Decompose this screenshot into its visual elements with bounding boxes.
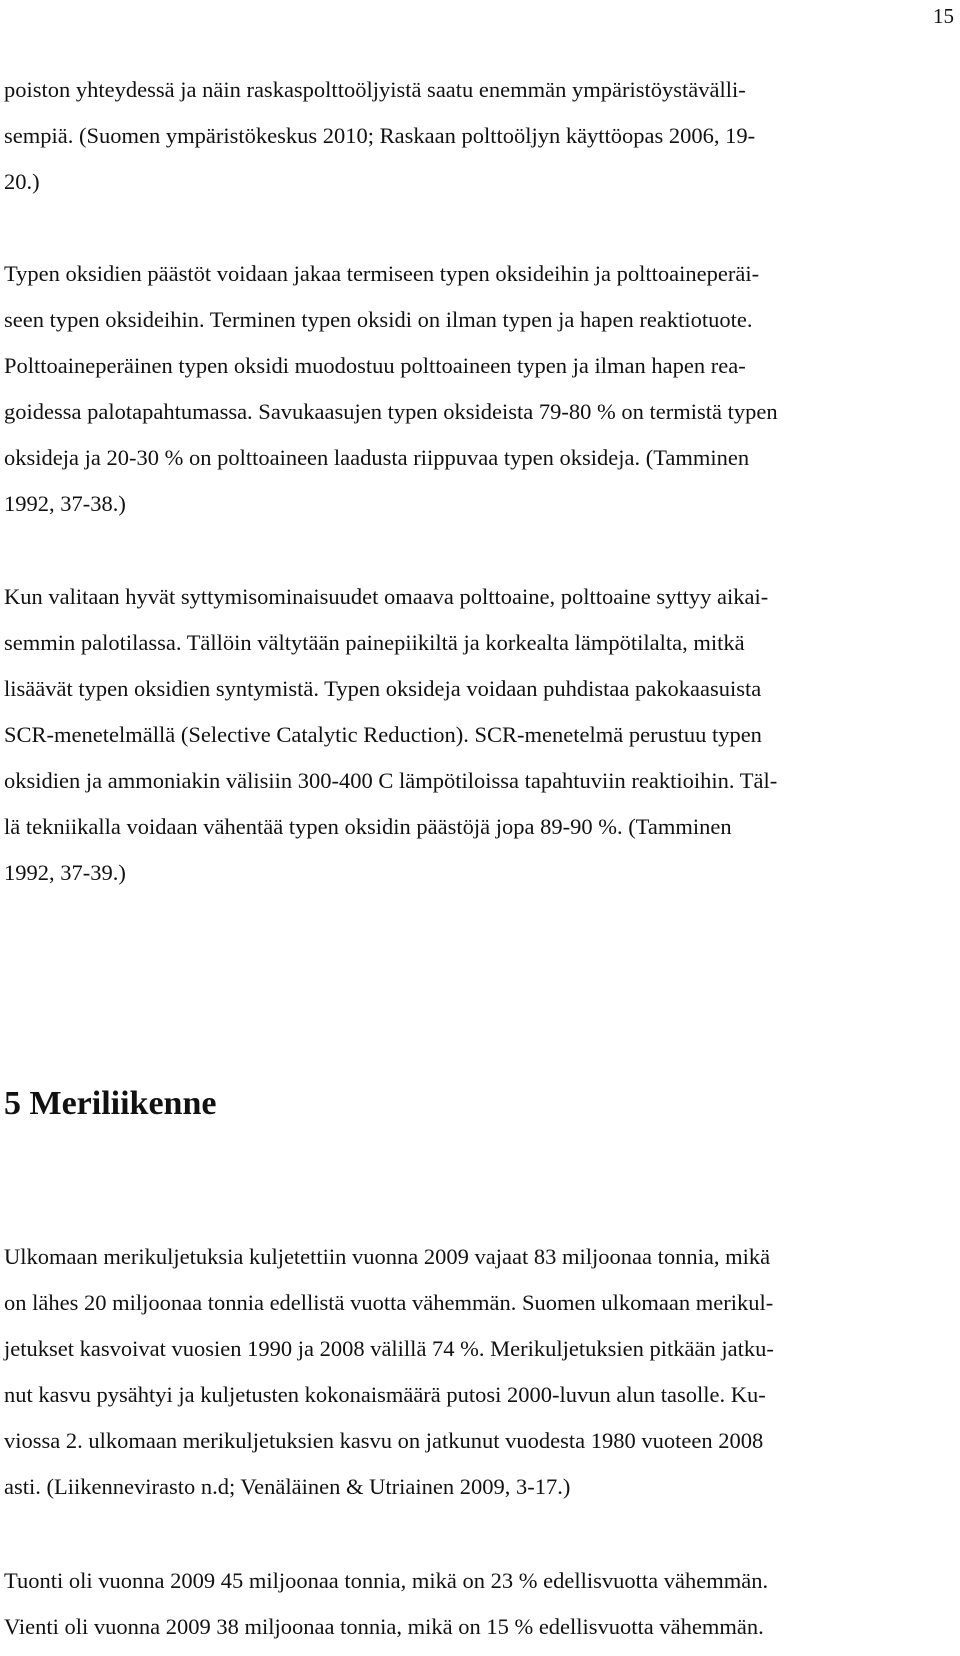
text-line: SCR-menetelmällä (Selective Catalytic Reduction). SCR-menetelmä perustuu typen — [4, 722, 762, 747]
text-line: lisäävät typen oksidien syntymistä. Typen oksideja voidaan puhdistaa pakokaasuista — [4, 676, 762, 701]
text-line: 1992, 37-39.) — [4, 860, 126, 885]
text-line: viossa 2. ulkomaan merikuljetuksien kasvu on jatkunut vuodesta 1980 vuoteen 2008 — [4, 1428, 764, 1453]
text-line: lä tekniikalla voidaan vähentää typen oksidin päästöjä jopa 89-90 %. (Tamminen — [4, 814, 732, 839]
section-heading: 5 Meriliikenne — [4, 1085, 217, 1122]
text-line: on lähes 20 miljoonaa tonnia edellistä vuotta vähemmän. Suomen ulkomaan merikul- — [4, 1290, 774, 1315]
text-line: sempiä. (Suomen ympäristökeskus 2010; Raskaan polttoöljyn käyttöopas 2006, 19- — [4, 123, 756, 148]
text-line: nut kasvu pysähtyi ja kuljetusten kokonaismäärä putosi 2000-luvun alun tasolle. Ku- — [4, 1382, 766, 1407]
text-line: semmin palotilassa. Tällöin vältytään painepiikiltä ja korkealta lämpötilalta, mitkä — [4, 630, 745, 655]
text-line: asti. (Liikennevirasto n.d; Venäläinen & Utriainen 2009, 3-17.) — [4, 1474, 571, 1499]
text-line: oksideja ja 20-30 % on polttoaineen laadusta riippuvaa typen oksideja. (Tamminen — [4, 445, 750, 470]
text-line: oksidien ja ammoniakin välisiin 300-400 C lämpötiloissa tapahtuviin reaktioihin. Täl- — [4, 768, 778, 793]
text-line: Vienti oli vuonna 2009 38 miljoonaa tonnia, mikä on 15 % edellisvuotta vähemmän. — [4, 1614, 764, 1639]
text-line: 20.) — [4, 169, 40, 194]
text-line: Tuonti oli vuonna 2009 45 miljoonaa tonnia, mikä on 23 % edellisvuotta vähemmän. — [4, 1568, 769, 1593]
page-number: 15 — [933, 4, 954, 28]
text-line: Typen oksidien päästöt voidaan jakaa termiseen typen oksideihin ja polttoaineperäi- — [4, 261, 760, 286]
text-line: Kun valitaan hyvät syttymisominaisuudet omaava polttoaine, polttoaine syttyy aikai- — [4, 584, 769, 609]
text-line: Polttoaineperäinen typen oksidi muodostuu polttoaineen typen ja ilman hapen rea- — [4, 353, 746, 378]
text-line: Ulkomaan merikuljetuksia kuljetettiin vuonna 2009 vajaat 83 miljoonaa tonnia, mikä — [4, 1244, 771, 1269]
text-line: seen typen oksideihin. Terminen typen oksidi on ilman typen ja hapen reaktiotuote. — [4, 307, 753, 332]
text-line: goidessa palotapahtumassa. Savukaasujen typen oksideista 79-80 % on termistä typen — [4, 399, 778, 424]
text-line: 1992, 37-38.) — [4, 491, 126, 516]
text-line: jetukset kasvoivat vuosien 1990 ja 2008 välillä 74 %. Merikuljetuksien pitkään jatku- — [4, 1336, 774, 1361]
text-line: poiston yhteydessä ja näin raskaspolttoöljyistä saatu enemmän ympäristöystävälli- — [4, 77, 746, 102]
